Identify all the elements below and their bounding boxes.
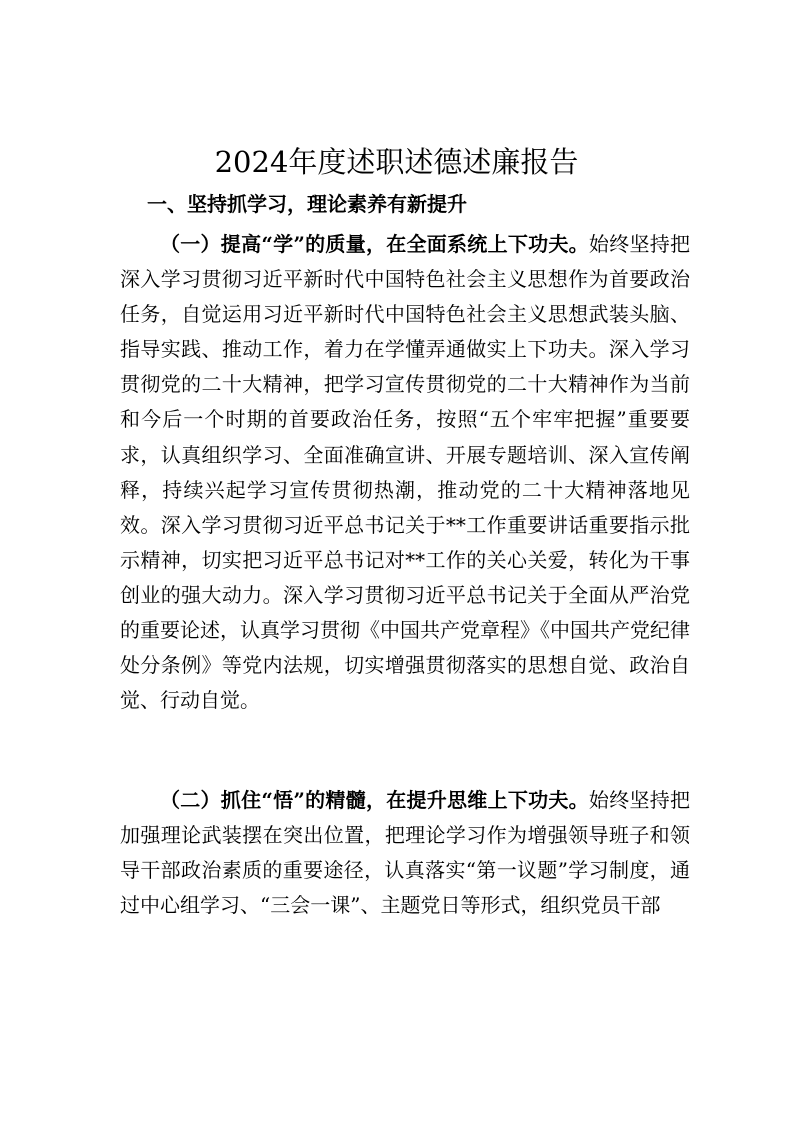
section-heading-1: 一、坚持抓学习，理论素养有新提升 (147, 192, 467, 216)
paragraph-2 (120, 783, 690, 923)
paragraph-2-body: 始终坚持把加强理论武装摆在突出位置，把理论学习作为增强领导班子和领导干部政治素质的重要途径，认真落实“第一议题”学习制度，通过中心组学习、“三会一课”、主题党日等形式，组织党员干部 (120, 788, 690, 918)
paragraph-1-lead: （一）提高“学”的质量，在全面系统上下功夫。 (160, 232, 589, 256)
paragraph-1 (120, 227, 690, 718)
paragraph-2-lead: （二）抓住“悟”的精髓，在提升思维上下功夫。 (160, 788, 589, 812)
document-title: 2024年度述职述德述廉报告 (214, 145, 579, 179)
paragraph-1-body: 始终坚持把深入学习贯彻习近平新时代中国特色社会主义思想作为首要政治任务，自觉运用习近平新时代中国特色社会主义思想武装头脑、指导实践、推动工作，着力在学懂弄通做实上下功夫。深入学习贯彻党的二十大精神，把学习宣传贯彻党的二十大精神作为当前和今后一个时期的首要政治任务，按照“五个牢牢把握”重要要求，认真组织学习、全面准确宣讲、开展专题培训、深入宣传阐释，持续兴起学习宣传贯彻热潮，推动党的二十大精神落地见效。深入学习贯彻习近平总书记关于**工作重要讲话重要指示批示精神，切实把习近平总书记对**工作的关心关爱，转化为干事创业的强大动力。深入学习贯彻习近平总书记关于全面从严治党的重要论述，认真学习贯彻《中国共产党章程》《中国共产党纪律处分条例》等党内法规，切实增强贯彻落实的思想自觉、政治自觉、行动自觉。 (120, 232, 690, 713)
